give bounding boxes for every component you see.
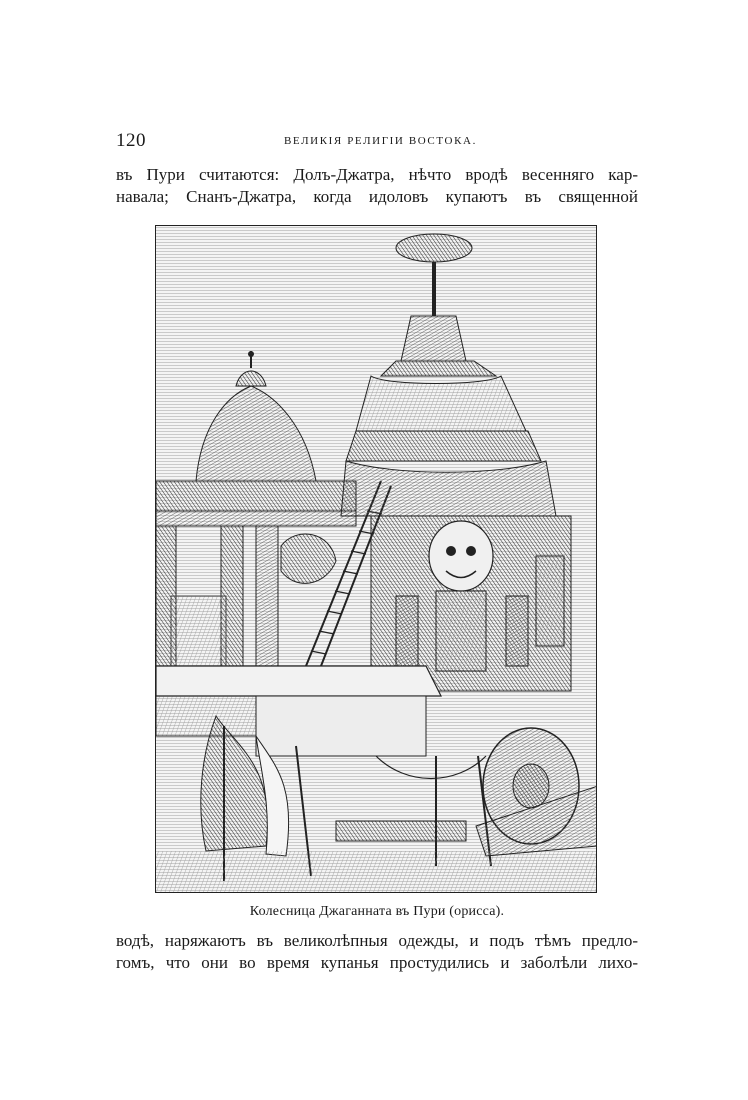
chariot-engraving: [156, 226, 597, 893]
body-text-bottom: [116, 930, 638, 974]
page-number: 120: [116, 130, 146, 151]
page-header: [116, 128, 638, 156]
engraving-illustration: [155, 225, 597, 893]
figure-caption: Колесница Джаганната въ Пури (орисса).: [249, 904, 505, 919]
body-text-top: [116, 164, 638, 208]
text-line: навала; Снанъ-Джатра, когда идоловъ купаютъ въ священной: [116, 187, 638, 206]
text-line: въ Пури считаются: Долъ-Джатра, нѣчто вродѣ весенняго кар-: [116, 165, 638, 184]
text-line: водѣ, наряжаютъ въ великолѣпныя одежды, и подъ тѣмъ предло-: [116, 931, 638, 950]
running-title: ВЕЛИКІЯ РЕЛИГІИ ВОСТОКА.: [284, 135, 477, 147]
text-line: гомъ, что они во время купанья простудились и заболѣли лихо-: [116, 953, 638, 972]
